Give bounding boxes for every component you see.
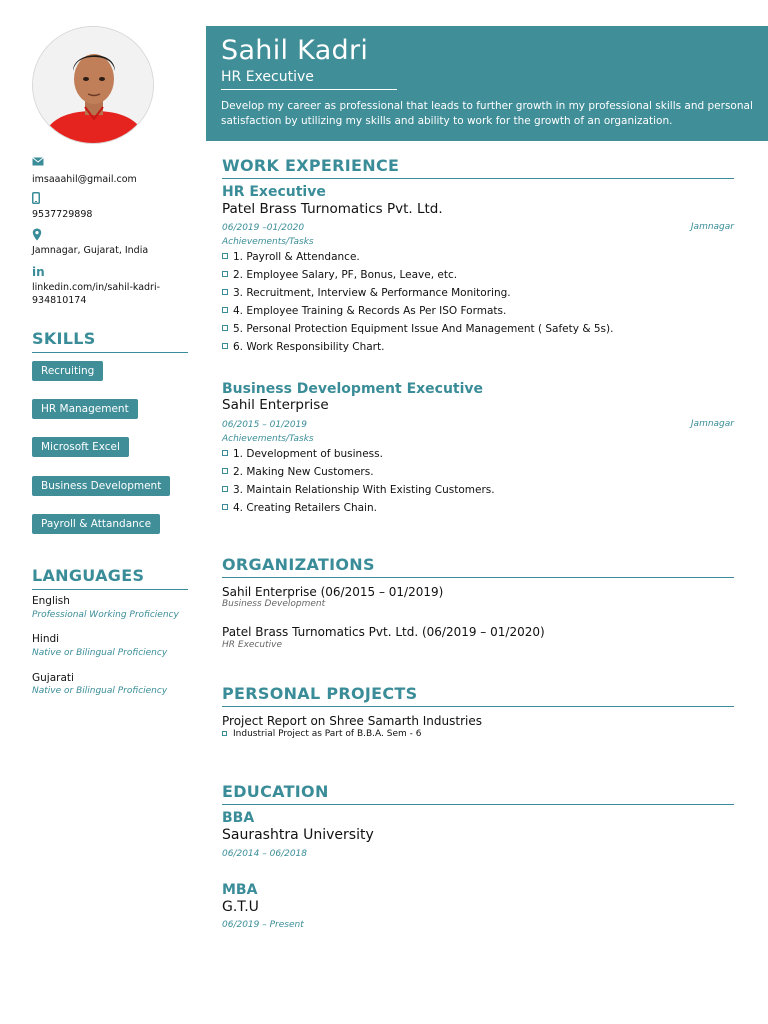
skill-tag: Recruiting [32, 361, 103, 381]
square-bullet-icon [222, 307, 228, 313]
education-heading: EDUCATION [222, 782, 734, 805]
list-item [222, 501, 732, 519]
organization-role: Business Development [222, 599, 326, 609]
square-bullet-icon [222, 504, 228, 510]
square-bullet-icon [222, 450, 228, 456]
skill-tag: HR Management [32, 399, 138, 419]
task-text: 2. Making New Customers. [233, 466, 374, 478]
language-name: Gujarati [32, 672, 74, 684]
job-date: 06/2019 –01/2020 [222, 223, 305, 233]
job-title: Business Development Executive [222, 381, 484, 397]
contact-email [32, 157, 188, 186]
language-level: Native or Bilingual Proficiency [32, 686, 168, 696]
company-name: Sahil Enterprise [222, 397, 329, 413]
task-text: 4. Creating Retailers Chain. [233, 502, 377, 514]
education-date: 06/2014 – 06/2018 [222, 849, 307, 859]
personal-projects-heading: PERSONAL PROJECTS [222, 684, 734, 707]
square-bullet-icon [222, 486, 228, 492]
contact-linkedin [32, 265, 188, 307]
contact-location [32, 228, 188, 257]
task-text: 3. Maintain Relationship With Existing Customers. [233, 484, 495, 496]
linkedin-text[interactable]: linkedin.com/in/sahil-kadri-934810174 [32, 282, 161, 306]
task-text: 3. Recruitment, Interview & Performance Monitoring. [233, 287, 511, 299]
organization-role: HR Executive [222, 640, 282, 650]
school-name: Saurashtra University [222, 827, 374, 843]
project-name: Project Report on Shree Samarth Industries [222, 714, 482, 728]
contact-phone [32, 192, 188, 221]
skills-heading: SKILLS [32, 329, 188, 353]
list-item [222, 447, 732, 465]
email-icon [32, 157, 188, 171]
skill-tag: Microsoft Excel [32, 437, 129, 457]
task-list [222, 250, 732, 358]
profile-photo-illustration [33, 27, 154, 144]
phone-text[interactable]: 9537729898 [32, 209, 93, 220]
company-name: Patel Brass Turnomatics Pvt. Ltd. [222, 201, 443, 217]
organization-name: Patel Brass Turnomatics Pvt. Ltd. (06/2019 – 01/2020) [222, 625, 545, 639]
square-bullet-icon [222, 343, 228, 349]
list-item [222, 268, 732, 286]
list-item [222, 340, 732, 358]
skill-tag: Payroll & Attandance [32, 514, 160, 534]
organizations-heading: ORGANIZATIONS [222, 555, 734, 578]
work-experience-heading: WORK EXPERIENCE [222, 156, 734, 179]
square-bullet-icon [222, 271, 228, 277]
profile-photo [32, 26, 154, 144]
task-text: 1. Development of business. [233, 448, 383, 460]
task-text: 1. Payroll & Attendance. [233, 251, 360, 263]
language-name: Hindi [32, 633, 60, 645]
education-date: 06/2019 – Present [222, 920, 304, 930]
degree: BBA [222, 810, 255, 826]
school-name: G.T.U [222, 899, 259, 915]
languages-heading: LANGUAGES [32, 566, 188, 590]
language-level: Professional Working Proficiency [32, 610, 179, 620]
square-bullet-icon [222, 731, 227, 736]
list-item [222, 286, 732, 304]
list-item [222, 465, 732, 483]
email-text[interactable]: imsaaahil@gmail.com [32, 174, 137, 185]
square-bullet-icon [222, 468, 228, 474]
square-bullet-icon [222, 325, 228, 331]
job-date: 06/2015 – 01/2019 [222, 420, 307, 430]
candidate-name: Sahil Kadri [221, 35, 369, 66]
header-banner [206, 26, 768, 141]
language-level: Native or Bilingual Proficiency [32, 648, 168, 658]
job-title: HR Executive [222, 184, 326, 200]
organization-name: Sahil Enterprise (06/2015 – 01/2019) [222, 585, 444, 599]
candidate-role: HR Executive [221, 69, 397, 90]
square-bullet-icon [222, 289, 228, 295]
language-name: English [32, 595, 70, 607]
location-text: Jamnagar, Gujarat, India [32, 245, 149, 256]
degree: MBA [222, 882, 258, 898]
list-item [222, 483, 732, 501]
task-text: 6. Work Responsibility Chart. [233, 341, 385, 353]
project-description [222, 729, 421, 739]
career-summary: Develop my career as professional that leads to further growth in my professional skills and personal satisfaction by utilizing my skills and ability to work for the growth of an organization. [221, 100, 753, 127]
job-location: Jamnagar [690, 419, 734, 429]
list-item [222, 304, 732, 322]
job-subheading: Achievements/Tasks [222, 434, 314, 444]
task-text: 4. Employee Training & Records As Per ISO Formats. [233, 305, 507, 317]
skill-tag: Business Development [32, 476, 170, 496]
job-subheading: Achievements/Tasks [222, 237, 314, 247]
task-text: 2. Employee Salary, PF, Bonus, Leave, etc. [233, 269, 458, 281]
location-pin-icon [32, 228, 188, 242]
job-location: Jamnagar [690, 222, 734, 232]
list-item [222, 322, 732, 340]
task-list [222, 447, 732, 519]
list-item [222, 250, 732, 268]
linkedin-icon: in [32, 265, 45, 279]
phone-icon [32, 192, 188, 206]
project-description-text: Industrial Project as Part of B.B.A. Sem - 6 [233, 729, 422, 739]
task-text: 5. Personal Protection Equipment Issue And Management ( Safety & 5s). [233, 323, 614, 335]
square-bullet-icon [222, 253, 228, 259]
